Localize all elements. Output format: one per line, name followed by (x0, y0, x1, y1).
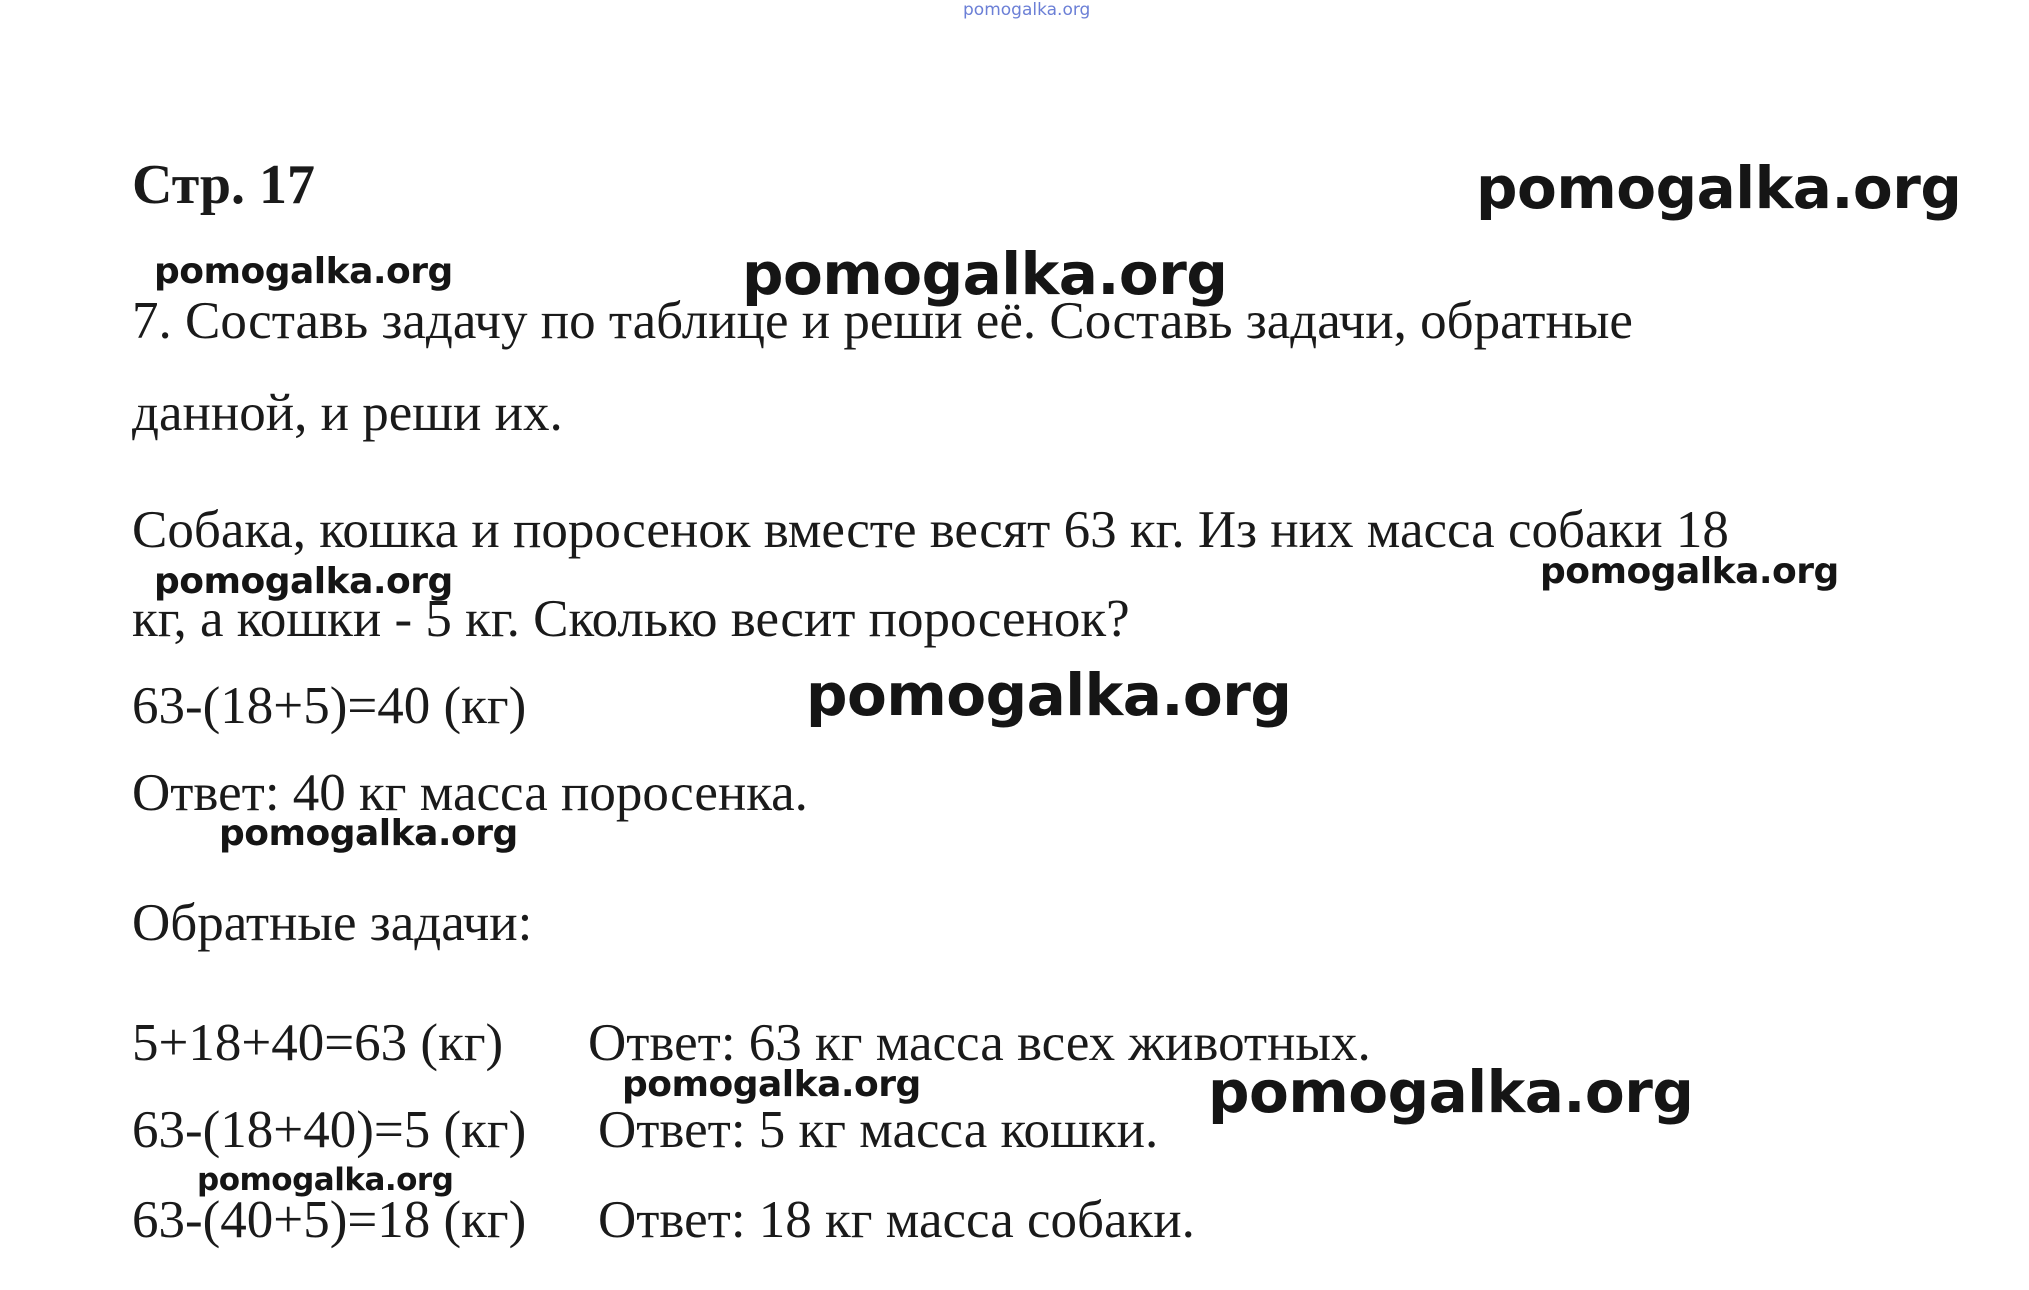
inverse-heading: Обратные задачи: (132, 894, 533, 952)
problem-line-1: Собака, кошка и поросенок вместе весят 63 кг. Из них масса собаки 18 (132, 501, 1729, 559)
page-heading: Стр. 17 (132, 154, 316, 216)
watermark-problem-right: pomogalka.org (1540, 551, 1839, 592)
watermark-header-right: pomogalka.org (1476, 154, 1962, 222)
inverse-2-equation: 63-(18+40)=5 (кг) (132, 1101, 527, 1159)
inverse-2-answer: Ответ: 5 кг масса кошки. (598, 1101, 1159, 1159)
task-line-2: данной, и реши их. (132, 384, 563, 442)
task-line-1: 7. Составь задачу по таблице и реши её. Составь задачи, обратные (132, 292, 1633, 350)
watermark-problem-left: pomogalka.org (154, 561, 453, 602)
inverse-3-equation: 63-(40+5)=18 (кг) (132, 1191, 527, 1249)
watermark-solution-center: pomogalka.org (806, 661, 1292, 729)
problem-line-2: кг, а кошки - 5 кг. Сколько весит поросенок? (132, 590, 1130, 648)
solution-equation: 63-(18+5)=40 (кг) (132, 677, 527, 735)
watermark-inverse-center: pomogalka.org (622, 1064, 921, 1105)
watermark-inverse-left: pomogalka.org (197, 1162, 454, 1198)
watermark-task-center: pomogalka.org (742, 240, 1228, 308)
inverse-1-equation: 5+18+40=63 (кг) (132, 1014, 504, 1072)
top-watermark: pomogalka.org (963, 0, 1091, 20)
watermark-task-left: pomogalka.org (154, 251, 453, 292)
watermark-inverse-right: pomogalka.org (1208, 1058, 1694, 1126)
inverse-1-answer: Ответ: 63 кг масса всех животных. (588, 1014, 1371, 1072)
watermark-answer-left: pomogalka.org (219, 813, 518, 854)
inverse-3-answer: Ответ: 18 кг масса собаки. (598, 1191, 1195, 1249)
answer-text: Ответ: 40 кг масса поросенка. (132, 764, 808, 822)
